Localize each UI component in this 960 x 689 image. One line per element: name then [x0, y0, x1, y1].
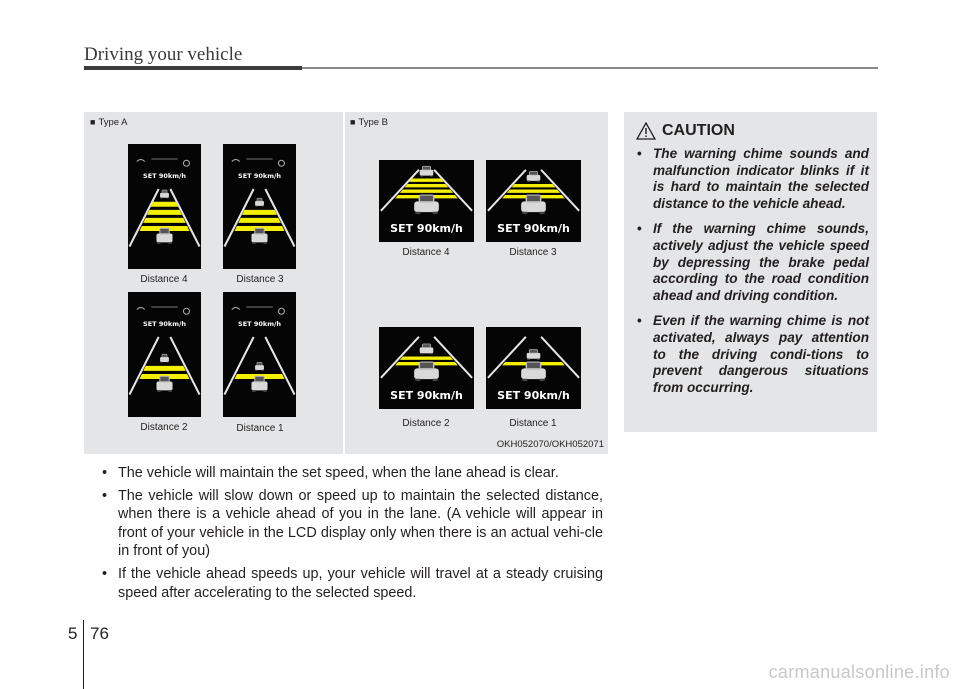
lcd-graphic — [486, 327, 581, 409]
lcd-graphic — [128, 292, 201, 417]
lcd-display-type-b-distance-2 — [379, 327, 474, 409]
type-a-distance-4-label: Distance 4 — [140, 274, 188, 285]
list-item: • The vehicle will slow down or speed up to maintain the selected distance, when there is a vehicle ahead of you in the lane. (A vehicle will appear in front of your vehicle in the LCD display only when there is an actual vehi-cle in front of you) — [102, 487, 603, 560]
type-a-distance-2-label: Distance 2 — [140, 422, 188, 433]
caution-list — [637, 146, 869, 405]
distance-bar — [242, 210, 277, 215]
distance-bar — [405, 184, 449, 187]
header-rule-thin — [302, 67, 878, 69]
header-rule-dark — [84, 66, 302, 70]
distance-bar — [238, 218, 280, 223]
type-a-distance-3-label: Distance 3 — [236, 274, 284, 285]
set-speed-text: SET 90km/h — [143, 319, 186, 328]
lcd-display-type-a-distance-1 — [223, 292, 296, 417]
distance-bar — [400, 356, 453, 359]
page-number: 76 — [90, 624, 109, 643]
bullet-dot-icon: • — [637, 313, 642, 329]
distance-bar — [512, 184, 556, 187]
lcd-graphic — [379, 160, 474, 242]
lcd-graphic — [223, 292, 296, 417]
lcd-display-type-b-distance-4 — [379, 160, 474, 242]
type-b-distance-2-label: Distance 2 — [402, 418, 450, 429]
distance-bar — [507, 189, 560, 192]
bullet-dot-icon: • — [102, 465, 108, 481]
distance-bar — [400, 189, 453, 192]
distance-figure — [84, 112, 608, 454]
set-speed-text: SET 90km/h — [238, 171, 281, 180]
watermark: carmanualsonline.info — [768, 662, 950, 682]
type-b-label: ■ Type B — [350, 117, 389, 128]
set-speed-text: SET 90km/h — [390, 222, 463, 236]
type-a-label: ■ Type A — [90, 117, 128, 128]
page-header-title: Driving your vehicle — [84, 44, 243, 65]
distance-bar — [147, 210, 182, 215]
bullet-dot-icon: • — [637, 221, 642, 237]
lcd-display-type-b-distance-1 — [486, 327, 581, 409]
bullet-dot-icon: • — [102, 565, 108, 582]
square-bullet-icon: ■ — [350, 117, 356, 127]
type-b-distance-4-label: Distance 4 — [402, 247, 450, 258]
set-speed-text: SET 90km/h — [143, 171, 186, 180]
body-bullet-list — [100, 464, 603, 606]
list-item: • The vehicle will maintain the set speed, when the lane ahead is clear. — [102, 465, 559, 481]
distance-bar — [143, 218, 185, 223]
square-bullet-icon: ■ — [90, 117, 96, 127]
distance-bar — [409, 179, 444, 182]
type-b-distance-1-label: Distance 1 — [509, 418, 557, 429]
set-speed-text: SET 90km/h — [497, 389, 570, 403]
lcd-graphic — [128, 144, 201, 269]
bullet-dot-icon: • — [102, 487, 108, 504]
caution-header — [636, 120, 735, 142]
type-a-distance-1-label: Distance 1 — [236, 423, 284, 434]
distance-bar — [143, 366, 185, 371]
list-item: • If the warning chime sounds, actively adjust the vehicle speed by depressing the brake pedal according to the road condition ahead and driving condition. — [637, 221, 869, 303]
lcd-display-type-a-distance-3 — [223, 144, 296, 269]
section-number: 5 — [68, 624, 78, 643]
figure-code: OKH052070/OKH052071 — [496, 439, 604, 450]
set-speed-text: SET 90km/h — [497, 222, 570, 236]
distance-bar — [151, 202, 178, 207]
set-speed-text: SET 90km/h — [390, 389, 463, 403]
lcd-graphic — [223, 144, 296, 269]
lcd-display-type-a-distance-2 — [128, 292, 201, 417]
lcd-display-type-a-distance-4 — [128, 144, 201, 269]
figure-divider — [343, 112, 345, 454]
caution-box — [624, 112, 877, 432]
type-b-distance-3-label: Distance 3 — [509, 247, 557, 258]
lcd-display-type-b-distance-3 — [486, 160, 581, 242]
set-speed-text: SET 90km/h — [238, 319, 281, 328]
list-item: • If the vehicle ahead speeds up, your vehicle will travel at a steady cruising speed after accelerating to the selected speed. — [102, 565, 603, 601]
footer-divider — [83, 620, 84, 689]
warning-triangle-icon — [636, 122, 656, 140]
list-item: • Even if the warning chime is not activated, always pay attention to the driving condi-tions to prevent dangerous situations from occurring. — [637, 313, 869, 395]
lcd-graphic — [379, 327, 474, 409]
bullet-dot-icon: • — [637, 146, 642, 161]
list-item: • The warning chime sounds and malfunction indicator blinks if it is hard to maintain the selected distance to the vehicle ahead. — [637, 146, 869, 211]
lcd-graphic — [486, 160, 581, 242]
caution-title: CAUTION — [662, 122, 735, 139]
